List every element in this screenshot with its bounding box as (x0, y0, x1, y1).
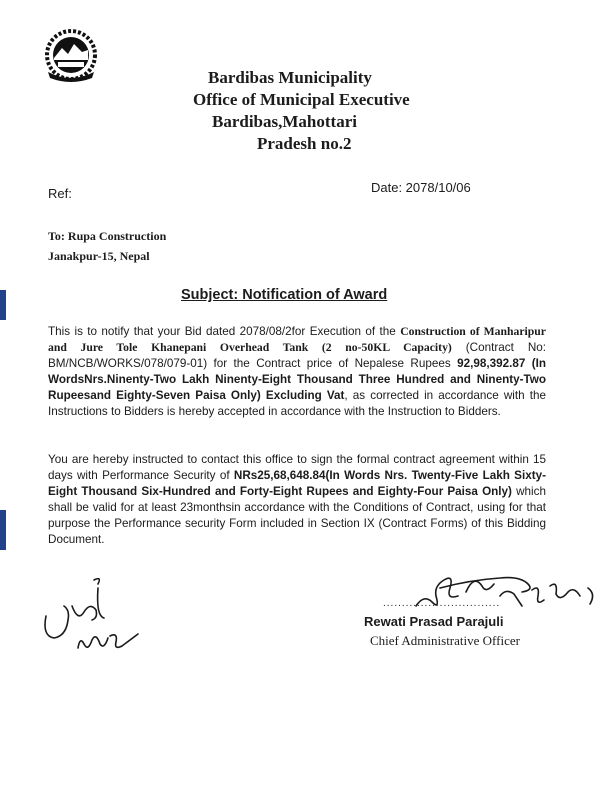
para2-text-1: You are hereby instructed to contact this office to sign the formal contract agreement within 15 days with Performance Security of (48, 453, 546, 482)
municipality-emblem (38, 28, 104, 84)
letter-date: Date: 2078/10/06 (371, 180, 471, 195)
para1-contract-amount: 92,98,392.87 (In WordsNrs.Ninenty-Two Lakh Ninenty-Eight Thousand Three Hundred and Ninenty-Two Rupeesand Eighty-Seven Paisa Only) Excluding Vat (48, 357, 546, 402)
office-name: Office of Municipal Executive (193, 90, 410, 109)
ref-label: Ref: (48, 186, 72, 201)
para1-text-3: , as corrected in accordance with the Instructions to Bidders is hereby accepted in accordance with the Instruction to Bidders. (48, 389, 546, 418)
signatory-title: Chief Administrative Officer (370, 633, 520, 648)
para1-text-2: (Contract No: BM/NCB/WORKS/078/079-01) for the Contract price of Nepalese Rupees (48, 341, 547, 370)
para2-text-2: which shall be valid for at least 23monthsin accordance with the Conditions of Contract, using for that purpose the Performance security Form included in Section IX (Contract Forms) of this Bidding Document. (48, 485, 546, 546)
signatory-name: Rewati Prasad Parajuli (364, 614, 504, 629)
recipient-name: To: Rupa Construction (48, 229, 167, 243)
province: Pradesh no.2 (257, 134, 352, 153)
para2-security-amount: NRs25,68,648.84(In Words Nrs. Twenty-Five Lakh Sixty-Eight Thousand Six-Hundred and Forty-Eight Rupees and Eighty-Four Paisa Only) (48, 469, 546, 498)
subject-line: Subject: Notification of Award (181, 287, 388, 303)
signature-line: ............................... (383, 598, 501, 609)
recipient-address: Janakpur-15, Nepal (48, 249, 150, 263)
instruction-paragraph (48, 452, 546, 548)
scan-edge-mark (0, 290, 6, 320)
award-paragraph (48, 324, 546, 420)
municipality-name: Bardibas Municipality (208, 68, 372, 87)
scan-edge-mark (0, 510, 6, 550)
handwritten-signature-left (38, 576, 158, 656)
para1-text-1: This is to notify that your Bid dated 2078/08/2for Execution of the (48, 325, 401, 338)
para1-work-name: Construction of Manharipur and Jure Tole Khanepani Overhead Tank (2 no-50KL Capacity) (48, 325, 546, 354)
office-address: Bardibas,Mahottari (212, 112, 357, 131)
